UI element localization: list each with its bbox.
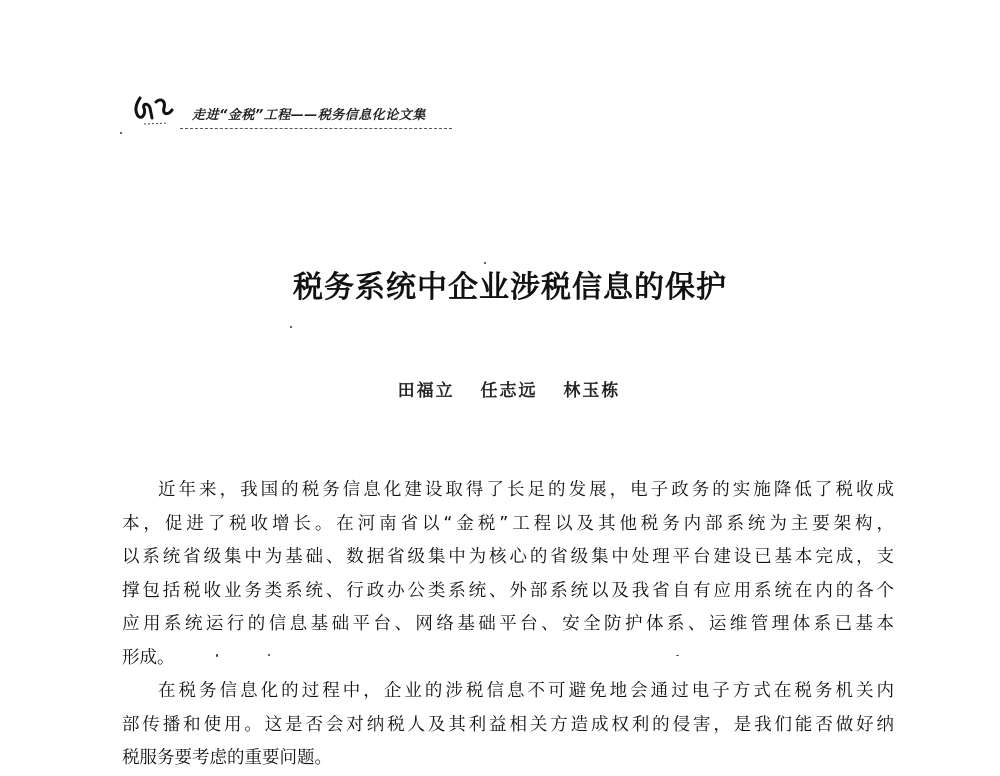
paragraph-line: 撑包括税收业务类系统、行政办公类系统、外部系统以及我省自有应用系统在内的各个 xyxy=(122,580,894,601)
paragraph-line: 形成。 xyxy=(122,647,175,668)
paragraph-line: 在税务信息化的过程中，企业的涉税信息不可避免地会通过电子方式在税务机关内 xyxy=(158,681,894,701)
paragraph-line: 本，促进了税收增长。在河南省以“金税”工程以及其他税务内部系统为主要架构， xyxy=(122,513,894,534)
author-name: 田福立 xyxy=(397,381,455,401)
scan-speck xyxy=(268,654,270,656)
header-divider xyxy=(180,128,452,129)
scan-speck xyxy=(216,654,218,657)
article-title: 税务系统中企业涉税信息的保护 xyxy=(293,270,727,305)
scan-speck xyxy=(484,262,486,264)
series-logo-icon xyxy=(126,88,186,136)
scan-speck xyxy=(290,326,292,328)
article-body xyxy=(122,474,894,776)
paragraph-line: 部传播和使用。这是否会对纳税人及其利益相关方造成权利的侵害，是我们能否做好纳 xyxy=(122,714,894,735)
paragraph-line: 应用系统运行的信息基础平台、网络基础平台、安全防护体系、运维管理体系已基本 xyxy=(122,614,894,634)
running-header-title: 走进“金税”工程——税务信息化论文集 xyxy=(192,108,426,123)
author-list xyxy=(0,376,1000,401)
author-name: 林玉栋 xyxy=(563,381,621,401)
paragraph-line: 以系统省级集中为基础、数据省级集中为核心的省级集中处理平台建设已基本完成，支 xyxy=(122,547,894,567)
scan-speck xyxy=(120,132,122,134)
paragraph-line: 近年来，我国的税务信息化建设取得了长足的发展，电子政务的实施降低了税收成 xyxy=(158,480,894,500)
scan-speck xyxy=(676,655,679,656)
paragraph-line: 税服务要考虑的重要问题。 xyxy=(122,748,332,768)
author-name: 任志远 xyxy=(480,381,538,401)
